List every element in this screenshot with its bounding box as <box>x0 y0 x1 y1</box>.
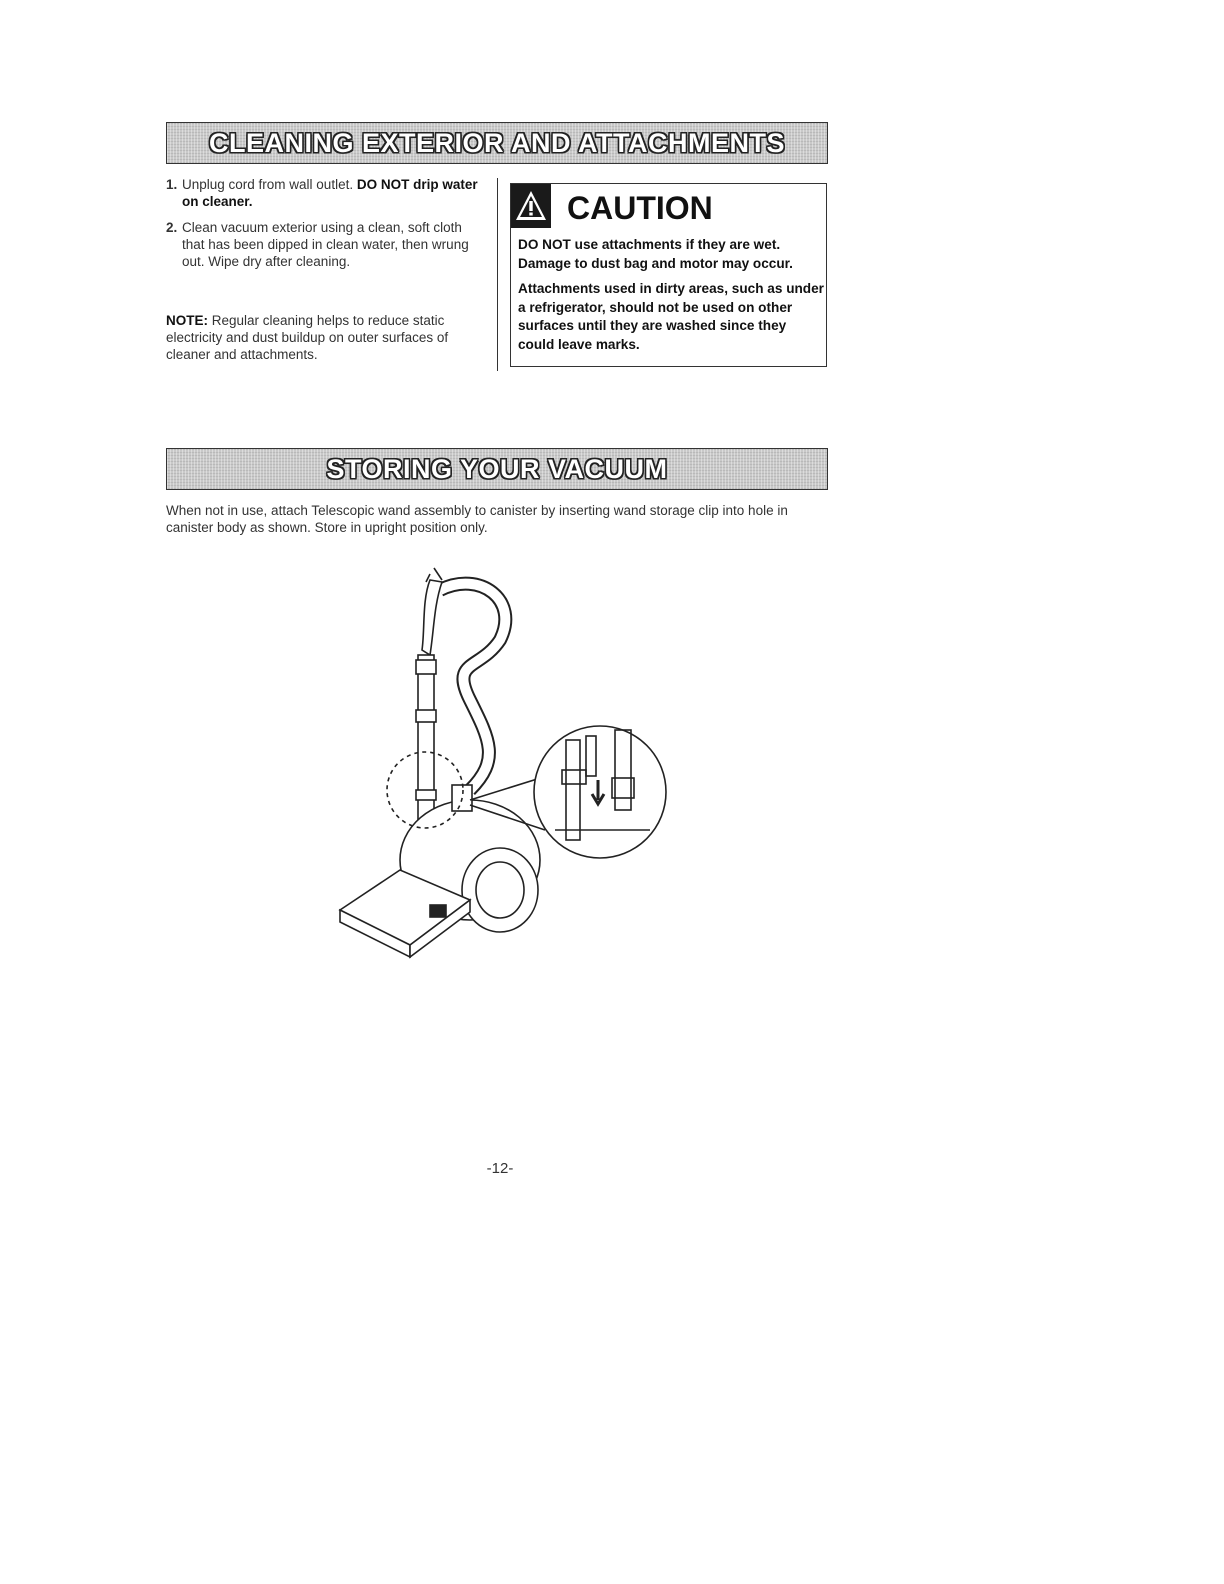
step-text: Clean vacuum exterior using a clean, soft cloth that has been dipped in clean water, then wrung out. Wipe dry after cleaning. <box>182 220 469 269</box>
section-heading-storing-text: STORING YOUR VACUUM <box>326 453 668 484</box>
note-label: NOTE: <box>166 313 208 328</box>
note-text: Regular cleaning helps to reduce static electricity and dust buildup on outer surfaces of cleaner and attachments. <box>166 313 449 362</box>
list-item <box>166 219 484 270</box>
step-text-plain: Unplug cord from wall outlet. <box>182 177 357 192</box>
section-heading-cleaning <box>166 122 828 164</box>
caution-paragraph: DO NOT use attachments if they are wet. Damage to dust bag and motor may occur. <box>518 237 793 271</box>
vacuum-storage-illustration <box>330 560 670 970</box>
step-number: 1. <box>166 177 178 192</box>
section-heading-cleaning-text: CLEANING EXTERIOR AND ATTACHMENTS <box>209 127 785 158</box>
page-number: -12- <box>486 1160 514 1177</box>
storing-instructions: When not in use, attach Telescopic wand assembly to canister by inserting wand storage clip into hole in canister body as shown. Store in upright position only. <box>166 503 788 535</box>
step-number: 2. <box>166 220 178 235</box>
step-text-bold: DO NOT drip water on cleaner. <box>182 177 478 209</box>
caution-title: CAUTION <box>567 190 713 226</box>
step-text <box>182 176 484 210</box>
caution-body <box>518 236 824 361</box>
section-heading-storing <box>166 448 828 490</box>
warning-triangle-icon <box>511 184 551 228</box>
caution-paragraph: Attachments used in dirty areas, such as under a refrigerator, should not be used on other surfaces until they are washed since they could leave marks. <box>518 281 824 352</box>
caution-box <box>510 183 827 367</box>
cleaning-note <box>166 312 486 363</box>
column-divider <box>497 178 498 371</box>
list-item <box>166 176 484 210</box>
cleaning-steps-list <box>166 176 484 279</box>
